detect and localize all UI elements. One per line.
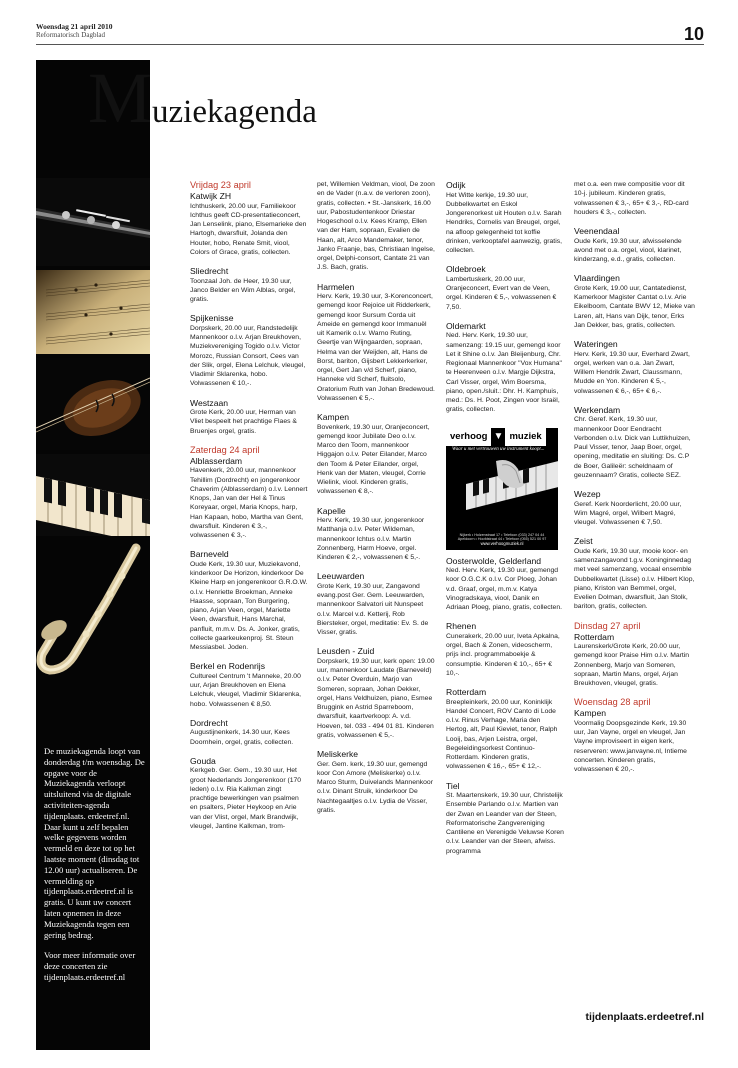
agenda-entry [574, 621, 696, 689]
agenda-entry [190, 398, 308, 436]
sheet-music-photo [36, 270, 150, 354]
agenda-description: Havenkerk, 20.00 uur, mannenkoor Tehillim (Dordrecht) en jongerenkoor Chaverim (Alblasserdam) o.l.v. Lennert Knops, Jan van der Hel & Tinus Koreyaar, orgel, Maria Knops, harp, Han Kapaan, hobo, Martha van Gent, dwarsfluit. Kinderen € 3,-, volwassenen € 3,-. [190, 467, 308, 539]
agenda-city: Kampen [317, 412, 350, 422]
agenda-description: pet, Willemien Veldman, viool, De zoon en de Vader (n.a.v. de verloren zoon), gratis, collecten. • St.-Janskerk, 16.00 uur, Pabostudentenkoor Driestar Hogeschool o.l.v. Kees Kramp, Ellen van der Ham, sopraan, Evalien de Haan, alt, Arco Mandemaker, tenor, Janko Fraanje, bas, Christiaan Ingelse, orgel, Delphi-consort, Cantate 21 van J.S. Bach, gratis. [317, 181, 435, 272]
agenda-description: Augustijnenkerk, 14.30 uur, Kees Doornhein, orgel, gratis, collecten. [190, 729, 294, 746]
agenda-city: Gouda [190, 755, 216, 766]
agenda-column-4 [574, 180, 696, 783]
agenda-description: Oude Kerk, 19.30 uur, Muziekavond, kinderkoor De Horizon, kinderkoor De Kleine Harp en jongerenkoor G.R.O.W. o.l.v. Henriette Broekman, Anneke Haasse, sopraan, Ton Burgering, piano, Arjan Veen, orgel, Mariette Veen, dwarsfluit, Hans Marchal, panfluit, m.m.v. Ds. A. Jonker, gratis, collecte gaarkeukenproj. St. Steun Messiasbel. Joden. [190, 560, 308, 651]
sidebar-info-text [44, 746, 148, 993]
agenda-day-heading: Vrijdag 23 april [190, 180, 251, 190]
agenda-column-1 [190, 180, 308, 840]
ad-logo-icon: ▼ [493, 431, 504, 442]
agenda-city: Zeist [574, 536, 593, 547]
footer-website-link[interactable]: tijdenplaats.erdeetref.nl [585, 1011, 704, 1023]
title-initial: M [88, 58, 153, 138]
agenda-entry [574, 405, 696, 480]
agenda-city: Harmelen [317, 281, 355, 292]
agenda-entry [190, 180, 308, 257]
agenda-description: Voormalig Doopsgezinde Kerk, 19.30 uur, Jan Vayne, orgel en vleugel, Jan Vayne improviseert in eigen kerk, reserveren: www.janvayne.nl, Intieme concerten. Kinderen gratis, volwassenen € 20,-. [574, 719, 687, 773]
agenda-description: Breepleinkerk, 20.00 uur, Koninklijk Handel Concert, ROV Canto di Lode o.l.v. Rinus Verhage, Maria den Hertog, alt, Paul Kieviet, tenor, Ralph Looij, bas, Arjen Leistra, orgel, Begeleidingsorkest Continuo-Rotterdam. Kinderen gratis, volwassenen € 16,-, 65+ € 12,-. [446, 698, 558, 771]
clarinet-photo [36, 178, 150, 266]
agenda-entry [317, 282, 435, 404]
agenda-description: Ger. Gem. kerk, 19.30 uur, gemengd koor Con Amore (Meliskerke) o.l.v. Marco Sturm, Duivelands Mannenkoor o.l.v. Dinant Struik, kinderkoor De Nachtegaaltjes o.l.v. Lydia de Visser, gratis. [317, 760, 433, 814]
agenda-entry [190, 549, 308, 652]
agenda-city: Barneveld [190, 549, 229, 560]
agenda-city: Leeuwarden [317, 571, 365, 582]
agenda-description: Het Witte kerkje, 19.30 uur, Dubbelkwartet en Eskol Jongerenorkest uit Houten o.l.v. Sarah Hendriks, Cornelis van Breugel, orgel, na afloop gelegenheid tot koffie drinken, verkooptafel aanwezig, gratis, collecten. [446, 191, 562, 254]
header-date: Woensdag 21 april 2010 [36, 22, 113, 31]
agenda-entry [190, 661, 308, 709]
agenda-city: Oldemarkt [446, 320, 486, 331]
agenda-entry [317, 749, 435, 815]
ad-piano-hand-image [446, 455, 558, 513]
agenda-entry [446, 556, 564, 613]
agenda-description: Grote Kerk, 19.30 uur, Zangavond evang.post Ger. Gem. Leeuwarden, mannenkoor Salvatori uit Nunspeet o.l.v. Marcel v.d. Ketterij, Rob Biersteker, orgel, meditatie: Ev. S. de Visser, gratis. [317, 582, 429, 636]
agenda-description: Herv. Kerk, 19.30 uur, Everhard Zwart, orgel, werken van o.a. Jan Zwart, Willem Hendrik Zwart, Claussmann, Mudde en Yon. Kinderen € 5,-, volwassenen € 6,-, 65+ € 6,-. [574, 350, 690, 395]
agenda-description: Grote Kerk, 20.00 uur, Herman van Vliet bespeelt het prachtige Flaes & Bruenjes orgel, gratis. [190, 409, 297, 435]
agenda-entry [317, 571, 435, 637]
agenda-city: Meliskerke [317, 749, 359, 759]
agenda-description: Grote Kerk, 19.00 uur, Cantatedienst, Kamerkoor Magister Cantat o.l.v. Arie Eikelboom, Cantate BWV 12, Mieke van Laren, alt, Hans van Dijk, tenor, Erks Jan Dekker, bas, gratis, collecten. [574, 284, 695, 329]
agenda-city: Rotterdam [446, 687, 487, 697]
agenda-city: Wateringen [574, 339, 618, 349]
agenda-description: Lambertuskerk, 20.00 uur, Oranjeconcert, Evert van de Veen, orgel. Kinderen € 5,-, volwassenen € 7,50. [446, 275, 557, 311]
agenda-description: Laurenskerk/Grote Kerk, 20.00 uur, gemengd koor Praise Him o.l.v. Martin Zonnenberg, Marjo van Someren, sopraan, Martin Mans, orgel, Arjan Breukhoven, vleugel, gratis. [574, 643, 690, 687]
agenda-city: Dordrecht [190, 717, 228, 728]
agenda-entry [574, 273, 696, 330]
sidebar-panel [36, 58, 153, 1050]
agenda-entry [317, 506, 435, 563]
agenda-description: Chr. Geref. Kerk, 19.30 uur, mannenkoor Door Eendracht Verbonden o.l.v. Dick van Luttikhuizen, Paul Visser, tenor, Jaap Boer, orgel, opening, meditatie en sluiting: Ds. C.P de Boer, Galileër: scheldnaam of geuzennaam? Gratis, collecte SEZ. [574, 416, 691, 479]
sidebar-intro-paragraph: De muziekagenda loopt van donderdag t/m woensdag. De opgave voor de Muziekagenda verloopt uitsluitend via de digitale activiteiten-agenda tijdenplaats. erdeetref.nl. Daar kunt u zelf bepalen welke gegevens worden vermeld en deze tot op het laatste moment (dinsdag tot 12.00 uur) actualiseren. De vermelding op tijdenplaats.erdeetref.nl is gratis. U kunt uw concert laten opnemen in deze Muziekagenda tegen een gering bedrag. [44, 746, 145, 940]
page-title [88, 58, 317, 138]
agenda-city: Veenendaal [574, 226, 620, 236]
agenda-description: Herv. Kerk, 19.30 uur, 3-Korenconcert, gemengd koor Rejoice uit Ridderkerk, gemengd koor Sursum Corda uit Ameide en gemengd koor Immanuël uit Kamerik o.l.v. Warno Ruting, Geertje van Wijngaarden, sopraan, Helma van der Weijden, alt, Hans de Borst, bariton, Gijsbert Lekkerkerker, orgel, Gert Jan v/d Scherf, piano, Hanneke v/d Scherf, fluitsolo, Oratorium Ruth van Johan Bredewoud. Volwassenen € 5,-. [317, 293, 435, 402]
header-newspaper-name: Reformatorisch Dagblad [36, 31, 106, 39]
agenda-city: Spijkenisse [190, 313, 234, 324]
saxophone-photo [36, 542, 150, 692]
agenda-city: Leusden - Zuid [317, 646, 375, 657]
agenda-city: Rotterdam [574, 631, 615, 642]
agenda-description: Ned. Herv. Kerk, 19.30 uur, gemengd koor O.G.C.K o.l.v. Cor Ploeg, Johan v.d. Graaf, orgel, m.m.v. Katya Vinogradskaya, viool, Danik en Adriaan Ploeg, piano, gratis, collecten. [446, 567, 562, 611]
agenda-entry [574, 226, 696, 264]
agenda-description: met o.a. een nwe compositie voor dit 10-j. jubileum. Kinderen gratis, volwassenen € 3,-, 65+ € 3,-, RD-card houders € 3,-, collecten. [574, 181, 689, 216]
agenda-description: Toonzaal Joh. de Heer, 19.30 uur, Janco Belder en Wim Alblas, orgel, gratis. [190, 277, 296, 303]
ad-website-link[interactable]: www.verhoogmuziek.nl [480, 541, 524, 547]
agenda-description: Dorpskerk, 19.30 uur, kerk open: 19.00 uur, mannenkoor Laudate (Barneveld) o.l.v. Peter Overduin, Marjo van Someren, sopraan, Johan Dekker, orgel, Hans Veldhuizen, piano, Esmee Bruggink en Astrid Sparreboom, dwarsfluit, kaartverkoop: A. v.d. Hoeven, tel. 033 - 494 01 81. Kinderen gratis, volwassenen € 5,-. [317, 657, 435, 739]
agenda-city: Wezep [574, 489, 601, 499]
agenda-entry [190, 266, 308, 304]
title-rest: uziekagenda [152, 94, 317, 130]
agenda-entry [446, 621, 564, 678]
agenda-description: Ichthuskerk, 20.00 uur, Familiekoor Ichthus geeft CD-presentatieconcert, Jan Lenselink, piano, Elsemarieke den Hartogh, dwarsfluit, Jolanda den Houter, hobo, Renate Smit, viool, Colors of Grace, gratis, collecten. [190, 202, 307, 256]
agenda-city: Rhenen [446, 621, 477, 632]
agenda-entry [190, 756, 308, 831]
ad-tagline: Waar u met vertrouwen uw instrument koopt... [452, 447, 545, 452]
agenda-description: Geref. Kerk Noorderlicht, 20.00 uur, Wim Magré, orgel, Wilbert Magré, vleugel. Volwassenen € 7,50. [574, 500, 682, 526]
ad-header [446, 428, 558, 446]
agenda-entry [190, 718, 308, 747]
agenda-entry [446, 264, 564, 312]
agenda-description: Herv. Kerk, 19.30 uur, jongerenkoor Matthanja o.l.v. Peter Wildeman, mannenkoor Ichtus o.l.v. Martin Zonnenberg, Harm Hoeve, orgel. Kinderen € 2,-, volwassenen € 5,-. [317, 517, 425, 561]
agenda-city: Alblasserdam [190, 455, 243, 466]
agenda-day-heading: Woensdag 28 april [574, 697, 651, 708]
header-divider [36, 44, 704, 45]
agenda-description: Cunerakerk, 20.00 uur, Iveta Apkalna, orgel, Bach & Zonen, videoscherm, prijs incl. programmaboekje & consumptie. Kinderen € 10,-, 65+ € 10,-. [446, 632, 560, 677]
agenda-description: Dorpskerk, 20.00 uur, Randstedelijk Mannenkoor o.l.v. Arjan Breukhoven, Muziekvereniging Togido o.l.v. Victor Morozc, Russian Consort, Cees van der Slik, orgel, Elena Lelchuk, vleugel, Vladimir Sklarenka, hobo. Volwassenen € 10,-. [190, 324, 306, 388]
agenda-entry [574, 536, 696, 611]
agenda-description: St. Maartenskerk, 19.30 uur, Christelijk Ensemble Parlando o.l.v. Martien van der Zwan en Leander van der Steen, Reformatorische Zangvereniging Cantilene en Verenigde Veluwse Koren o.l.v. Leander van der Steen, afwiss. programma [446, 792, 564, 855]
agenda-entry [317, 180, 435, 273]
agenda-entry [446, 180, 564, 255]
agenda-day-heading: Zaterdag 24 april [190, 444, 260, 455]
violin-photo [36, 358, 150, 450]
agenda-entry [574, 180, 696, 217]
agenda-description: Ned. Herv. Kerk, 19.30 uur, samenzang: 19.15 uur, gemengd koor Let it Shine o.l.v. Jan Bleijenburg, Chr. Regionaal Mannenkoor "Vox Humana" te Heerenveen o.l.v. Margje Dijkstra, Carl Visser, orgel, Wim Boersma, piano, open./sluit.: Dhr. H. Kamphuis, med.: Ds. H. Poot, Zingen voor Israël, gratis, collecten. [446, 332, 562, 414]
agenda-description: Oude Kerk, 19.30 uur, afwisselende avond met o.a. orgel, viool, klarinet, kinderzang, e.d., gratis, collecten. [574, 237, 682, 263]
agenda-city: Berkel en Rodenrijs [190, 661, 265, 672]
agenda-entry [446, 781, 564, 856]
agenda-city: Kampen [574, 708, 607, 719]
agenda-city: Katwijk ZH [190, 191, 232, 201]
ad-footer [446, 533, 558, 547]
agenda-entry [190, 313, 308, 388]
agenda-city: Oosterwolde, Gelderland [446, 555, 542, 566]
agenda-description: Cultureel Centrum 't Manneke, 20.00 uur, Arjan Breukhoven en Elena Lelchuk, vleugel, Vladimir Sklarenka, hobo. Volwassenen € 8,50. [190, 672, 302, 708]
agenda-column-2 [317, 180, 435, 824]
agenda-entry [446, 687, 564, 772]
agenda-entry [574, 339, 696, 396]
agenda-city: Tiel [446, 780, 460, 791]
ad-brand-left: verhoog [446, 428, 491, 446]
agenda-description: Oude Kerk, 19.30 uur, mooie koor- en samenzangavond t.g.v. Koninginnedag met veel samenzang, vocaal ensemble Dubbelkwartet (Lisse) o.l.v. Hilbert Klop, piano, Kriston van Bemmel, orgel, Evelien Dolman, dwarsfluit, Jan Stolk, bariton, gratis, collecten. [574, 547, 695, 611]
agenda-description: Bovenkerk, 19.30 uur, Oranjeconcert, gemengd koor Jubilate Deo o.l.v. Marco den Toom, mannenkoor Higgajon o.l.v. Peter Eilander, Marco den Toom & Peter Eilander, orgel, Henk van der Maten, vleugel, Corrie Wielink, viool. Kinderen gratis, volwassenen € 8,-. [317, 423, 430, 496]
page-number: 10 [683, 24, 704, 44]
agenda-city: Vlaardingen [574, 273, 620, 284]
agenda-entry [446, 321, 564, 415]
piano-keys-photo [36, 454, 150, 536]
agenda-entry [317, 412, 435, 497]
ad-address: Nijkerk • Holzenstraat 17 • Telefoon (033) 247 04 44 [459, 532, 545, 537]
agenda-day-heading: Dinsdag 27 april [574, 620, 641, 631]
agenda-city: Odijk [446, 180, 466, 190]
agenda-city: Kapelle [317, 505, 346, 516]
ad-address-2: Apeldoorn • Hoofdstraat 44 • Telefoon (055) 521 00 97 [457, 537, 547, 542]
sidebar-more-info-paragraph: Voor meer informatie over deze concerten zie tijdenplaats.erdeetref.nl [44, 950, 136, 982]
agenda-city: Westzaan [190, 397, 229, 408]
agenda-entry [190, 445, 308, 541]
ad-brand-right: muziek [505, 428, 545, 446]
agenda-description: Kerkgeb. Ger. Gem., 19.30 uur, Het groot Nederlands Jongerenkoor (170 leden) o.l.v. Ria Kalkman zingt prachtige bewerkingen van psalmen en psalters, Pieter Heykoop en Arie van der Vlist, orgel, Mark Brandwijk, vleugel, Jantine Kalkman, trom- [190, 767, 302, 830]
agenda-entry [317, 646, 435, 740]
agenda-entry [574, 489, 696, 527]
agenda-city: Sliedrecht [190, 266, 229, 276]
agenda-city: Oldebroek [446, 264, 486, 275]
agenda-entry [574, 697, 696, 774]
verhoog-muziek-advertisement[interactable] [446, 428, 558, 550]
agenda-city: Werkendam [574, 404, 621, 415]
